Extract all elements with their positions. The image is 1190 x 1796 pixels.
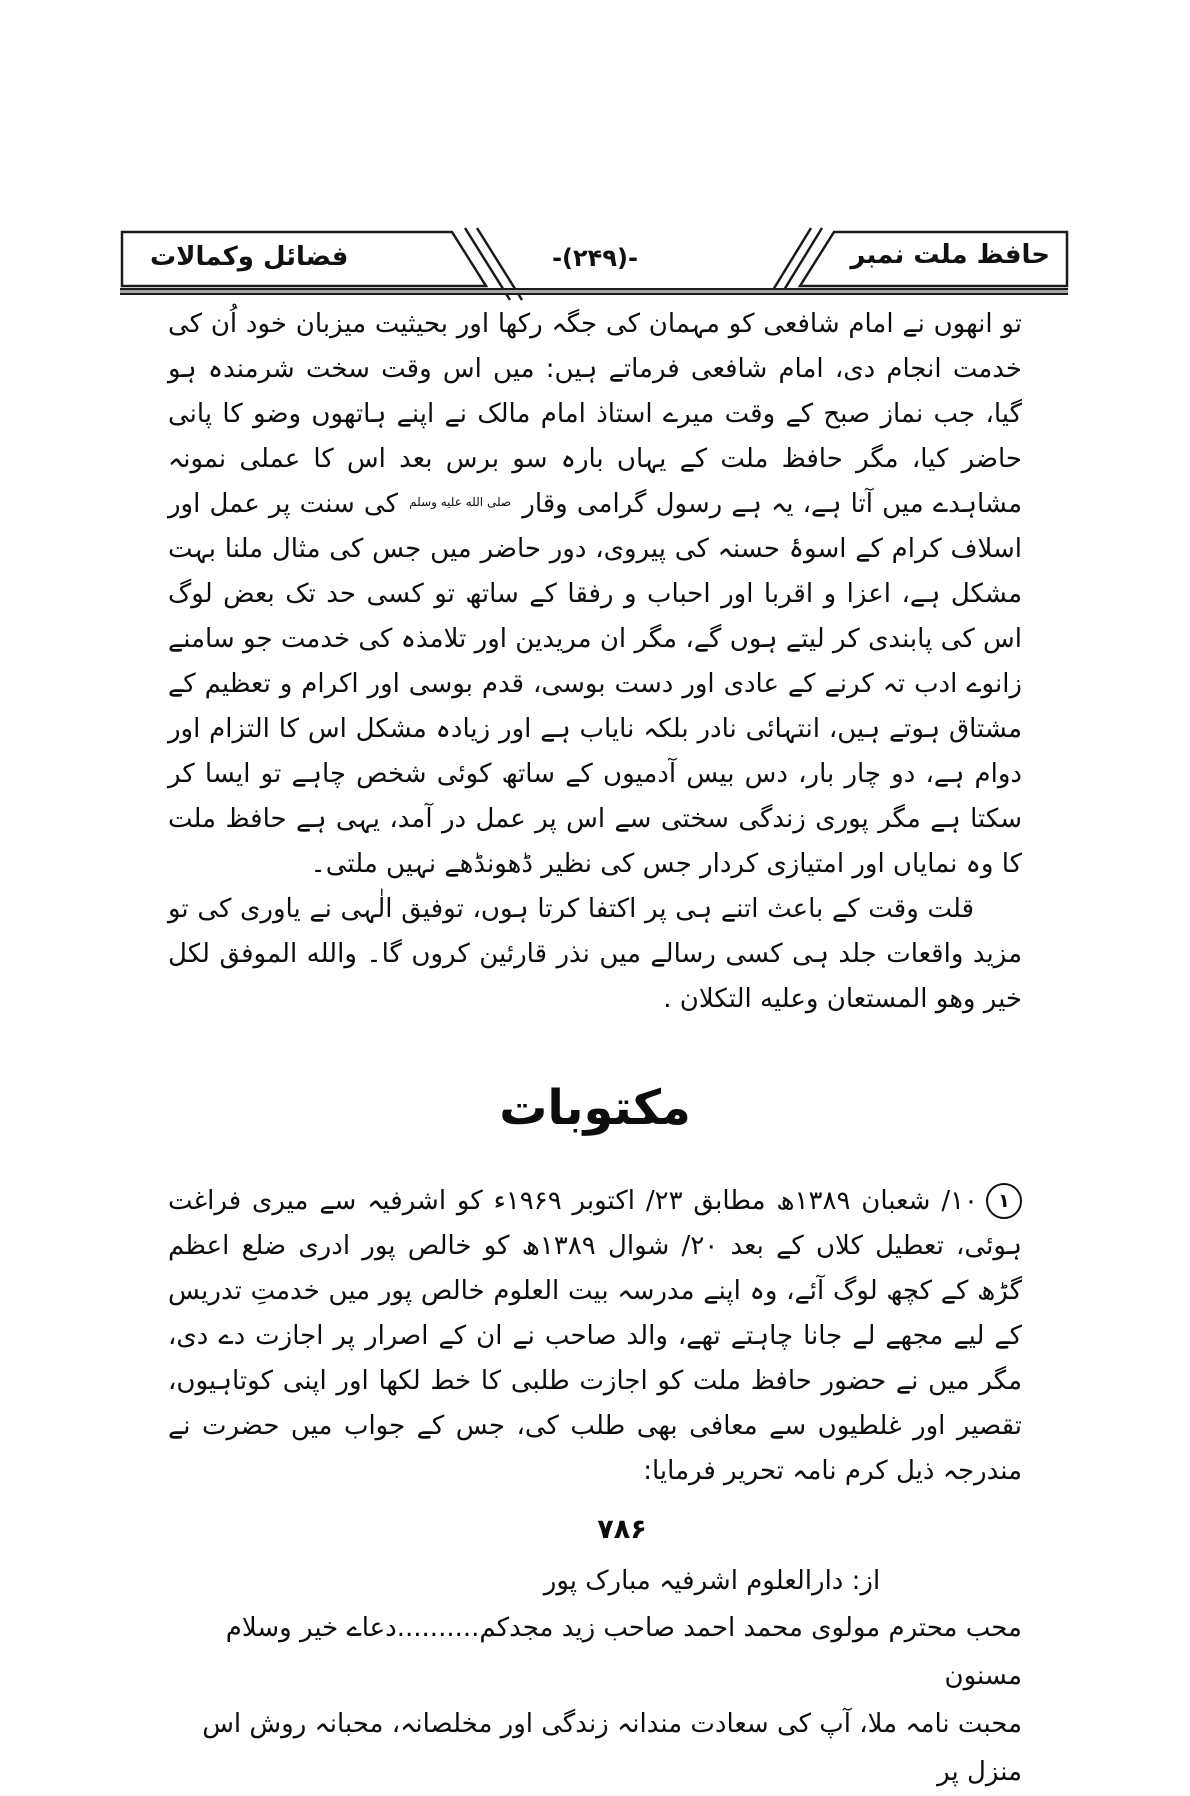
paragraph-1 — [168, 302, 1022, 887]
section-heading: مکتوبات — [499, 1080, 691, 1136]
page-number: -(۲۴۹)- — [552, 244, 638, 272]
salawat-symbol: صلى الله عليه وسلم — [409, 495, 512, 509]
header-right-title: حافظ ملت نمبر — [850, 240, 1050, 270]
letter-from-line: از: دارالعلوم اشرفیہ مبارک پور — [543, 1565, 881, 1596]
paragraph-3-text: ۱۰/ شعبان ۱۳۸۹ھ مطابق ۲۳/ اکتوبر ۱۹۶۹ء کو اشرفیہ سے میری فراغت ہوئی، تعطیل کلاں کے بعد ۲۰/ شوال ۱۳۸۹ھ کو خالص پور ادری ضلع اعظم گڑھ کے کچھ لوگ آئے، وہ اپنے مدرسہ بیت العلوم خالص پور میں خدمتِ تدریس کے لیے مجھے لے جانا چاہتے تھے، والد صاحب نے ان کے اصرار پر اجازت دے دی، مگر میں نے حضور حافظ ملت کو اجازت طلبی کا خط لکھا اور اپنی کوتاہیوں، تقصیر اور غلطیوں سے معافی بھی طلب کی، جس کے جواب میں حضرت نے مندرجہ ذیل کرم نامہ تحریر فرمایا: — [168, 1185, 1022, 1486]
page-header — [120, 226, 1070, 292]
page-content — [168, 302, 1022, 1796]
paragraph-1-text: تو انھوں نے امام شافعی کو مہمان کی جگہ رکھا اور بحیثیت میزبان خود اُن کی خدمت انجام دی، امام شافعی فرماتے ہیں: میں اس وقت سخت شرمندہ ہو گیا، جب نماز صبح کے وقت میرے استاذ امام مالک نے اپنے ہاتھوں وضو کا پانی حاضر کیا، مگر حافظ ملت کے یہاں بارہ سو برس بعد اس کا عملی نمونہ مشاہدے میں آتا ہے، یہ ہے رسول گرامی وقار — [168, 309, 1023, 519]
paragraph-3 — [168, 1179, 1022, 1494]
letter-bismillah-number: ۷۸۶ — [597, 1513, 647, 1545]
paragraph-2-urdu-text: قلت وقت کے باعث اتنے ہی پر اکتفا کرتا ہوں، توفیق الٰہی نے یاوری کی تو مزید واقعات جلد ہی کسی رسالے میں نذر قارئین کروں گا۔ — [168, 894, 1023, 969]
letter-greeting-line: محبت نامہ ملا، آپ کی سعادت مندانہ زندگی اور مخلصانہ، محبانہ روش اس منزل پر — [202, 1708, 1022, 1787]
item-number-badge: ۱ — [986, 1183, 1022, 1219]
paragraph-1-text-continued: کی سنت پر عمل اور اسلاف کرام کے اسوۂ حسنہ کی پیروی، دور حاضر میں جس کی مثال ملنا بہت مشکل ہے، اعزا و اقربا اور احباب و رفقا کے ساتھ تو کسی حد تک بعض لوگ اس کی پابندی کر لیتے ہوں گے، مگر ان مریدین اور تلامذہ کی خدمت جو سامنے زانوے ادب تہ کرنے کے عادی اور دست بوسی، قدم بوسی اور اکرام و تعظیم کے مشتاق ہوتے ہیں، انتہائی نادر بلکہ نایاب ہے اور زیادہ مشکل اس کا التزام اور دوام ہے، دو چار بار، دس بیس آدمیوں کے ساتھ کوئی شخص چاہے تو ایسا کر سکتا ہے مگر پوری زندگی سختی سے اس پر عمل در آمد، یہی ہے حافظ ملت کا وہ نمایاں اور امتیازی کردار جس کی نظیر ڈھونڈھے نہیں ملتی۔ — [168, 489, 1022, 879]
letter-salutation-line: محب محترم مولوی محمد احمد صاحب زید مجدکم..........دعاے خیر وسلام مسنون — [225, 1612, 1022, 1691]
header-divider-rule — [120, 288, 1068, 295]
header-left-title: فضائل وکمالات — [150, 242, 349, 272]
paragraph-2 — [168, 887, 1022, 1022]
paragraph-2-arabic-text: والله الموفق لكل خير وهو المستعان وعليه التكلان . — [168, 939, 1022, 1014]
